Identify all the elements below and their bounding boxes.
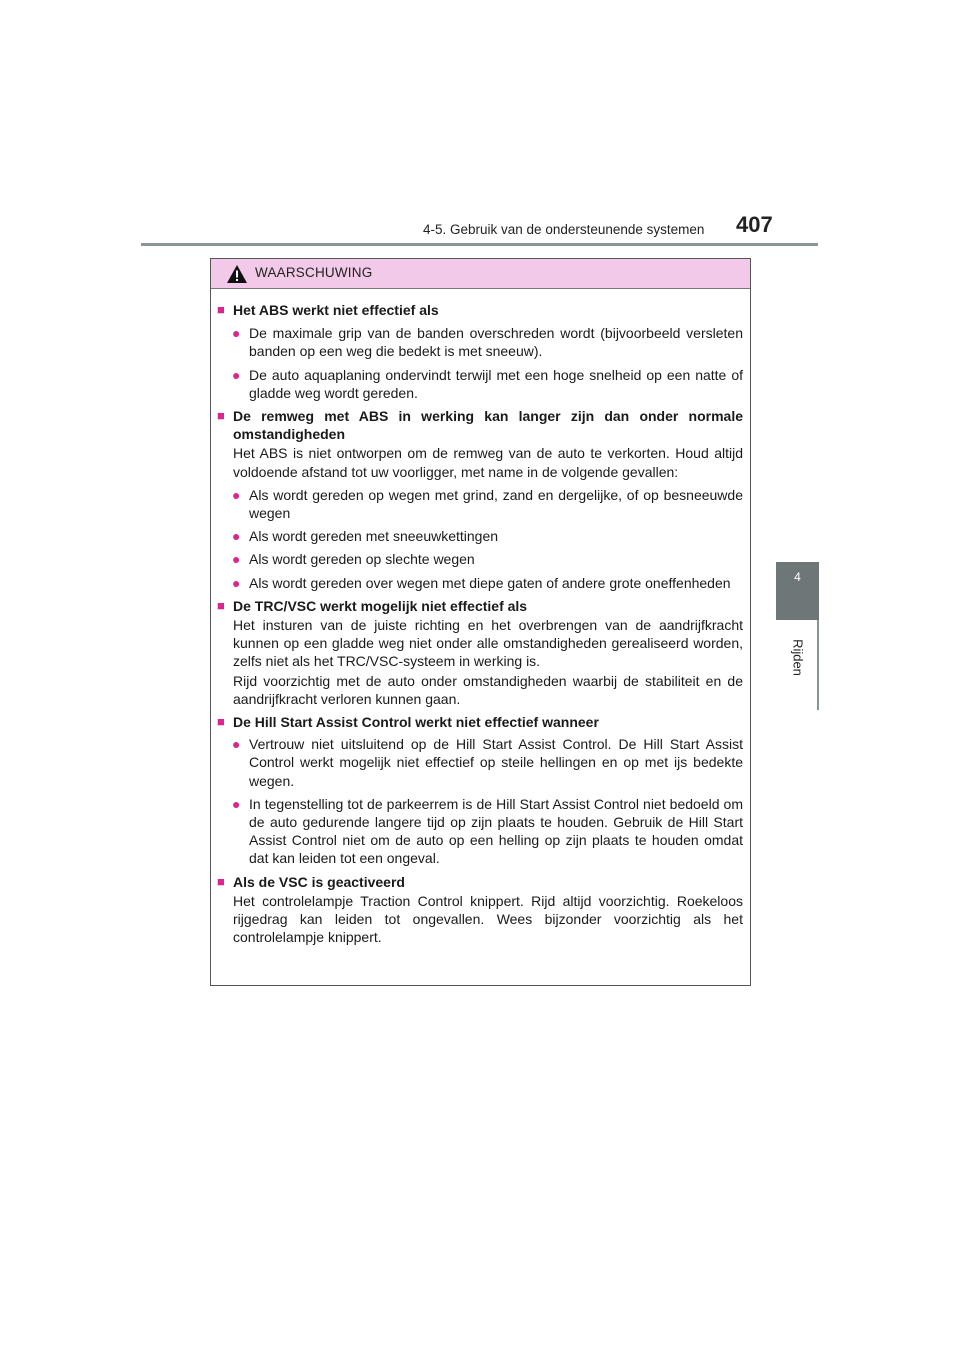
page-number: 407 <box>736 212 773 237</box>
section-text: Het ABS is niet ontworpen om de remweg van de auto te verkorten. Houd altijd voldoende afstand tot uw voorligger, met name in de volgende gevallen: <box>233 445 743 480</box>
bullet-item: ● Vertrouw niet uitsluitend op de Hill Start Assist Control. De Hill Start Assist Control werkt mogelijk niet effectief op steile hellingen en op met ijs bedekte wegen. <box>217 735 743 790</box>
section-heading: ■ De TRC/VSC werkt mogelijk niet effectief als <box>217 597 743 615</box>
bullet-item: ● Als wordt gereden op slechte wegen <box>217 550 743 568</box>
chapter-tab <box>776 562 819 620</box>
chapter-label: Rijden <box>790 639 806 676</box>
section-text: Rijd voorzichtig met de auto onder omstandigheden waarbij de stabiliteit en de aandrijfkracht verloren kunnen gaan. <box>233 672 743 707</box>
chapter-number: 4 <box>794 570 801 584</box>
section-heading: ■ Als de VSC is geactiveerd <box>217 873 743 891</box>
bullet-item: ● Als wordt gereden met sneeuwkettingen <box>217 527 743 545</box>
bullet-item: ● Als wordt gereden op wegen met grind, zand en dergelijke, of op besneeuwde wegen <box>217 486 743 522</box>
warning-box <box>210 258 751 986</box>
section-title: 4-5. Gebruik van de ondersteunende systemen <box>423 222 705 237</box>
section-heading: ■ De Hill Start Assist Control werkt niet effectief wanneer <box>217 713 743 731</box>
bullet-item: ● De maximale grip van de banden overschreden wordt (bijvoorbeeld versleten banden op een weg die bedekt is met sneeuw). <box>217 324 743 360</box>
warning-header <box>211 259 750 289</box>
bullet-item: ● De auto aquaplaning ondervindt terwijl met een hoge snelheid op een natte of gladde weg wordt gereden. <box>217 366 743 402</box>
header-divider <box>141 243 818 246</box>
section-text: Het insturen van de juiste richting en het overbrengen van de aandrijfkracht kunnen op een gladde weg niet onder alle omstandigheden gerealiseerd worden, zelfs niet als het TRC/VSC-systeem in werking is. <box>233 617 743 670</box>
side-divider <box>817 620 819 710</box>
section-heading: ■ Het ABS werkt niet effectief als <box>217 301 743 319</box>
warning-content <box>211 289 750 947</box>
section-heading: ■ De remweg met ABS in werking kan langer zijn dan onder normale omstandigheden <box>217 407 743 443</box>
warning-triangle-icon <box>226 264 248 289</box>
bullet-item: ● Als wordt gereden over wegen met diepe gaten of andere grote oneffenheden <box>217 574 743 592</box>
section-text: Het controlelampje Traction Control knippert. Rijd altijd voorzichtig. Roekeloos rijgedrag kan leiden tot ongevallen. Wees bijzonder voorzichtig als het controlelampje knippert. <box>233 892 743 946</box>
warning-title: WAARSCHUWING <box>255 265 373 280</box>
bullet-item: ● In tegenstelling tot de parkeerrem is de Hill Start Assist Control niet bedoeld om de auto gedurende langere tijd op zijn plaats te houden. Gebruik de Hill Start Assist Control niet om de auto op een helling op zijn plaats te houden omdat dat kan leiden tot een ongeval. <box>217 795 743 868</box>
